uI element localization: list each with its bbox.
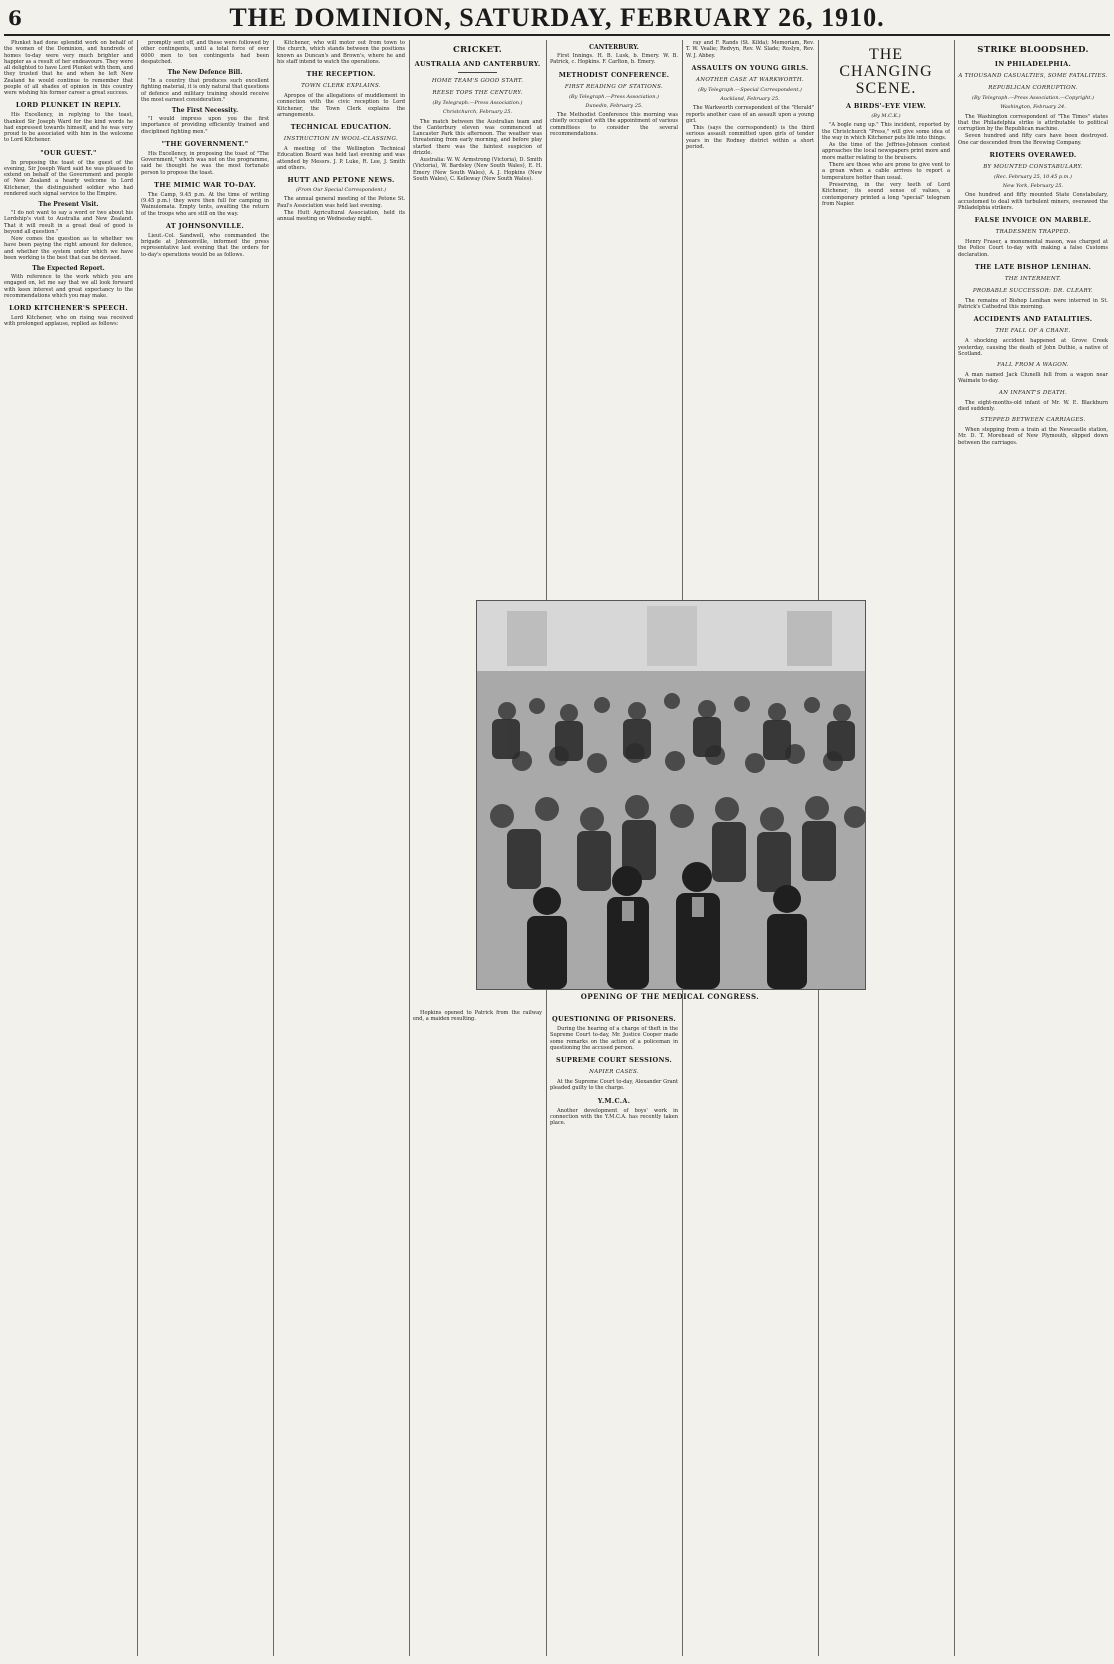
article-paragraph: "In a country that produces such excellent fighting material, it is only natural that questions of defence and military training should receive the most earnest consideration." xyxy=(141,78,269,103)
article-subheadline: HOME TEAM'S GOOD START. xyxy=(431,78,524,84)
crowd-illustration xyxy=(477,601,865,989)
article-paragraph: The remains of Bishop Lenihan were interred in St. Patrick's Cathedral this morning. xyxy=(958,297,1108,311)
byline: (By Telegraph.—Press Association.) xyxy=(568,93,660,100)
byline: (By Telegraph.—Special Correspondent.) xyxy=(698,86,802,93)
article-paragraph: As the time of the Jeffries-Johnson contest approaches the local newspapers print more and more matter relating to the bruisers. xyxy=(822,142,950,161)
article-subheadline: TOWN CLERK EXPLAINS. xyxy=(301,83,381,89)
article-headline: LORD PLUNKET IN REPLY. xyxy=(15,101,122,110)
article-paragraph: promptly sent off, and these were followed by other contingents, until a total force of over 6000 men to ten contingents had been despatched. xyxy=(141,40,269,65)
article-headline: ACCIDENTS AND FATALITIES. xyxy=(973,315,1093,324)
article-paragraph: There are those who are prone to give vent to a groan when a cable arrives to report a temperature hotter than usual. xyxy=(822,162,950,181)
article-headline: STRIKE BLOODSHED. xyxy=(977,45,1089,55)
column-rule xyxy=(273,40,274,1656)
article-subheadline: TRADESMEN TRAPPED. xyxy=(995,229,1071,236)
article-paragraph: Lieut.-Col. Sandwell, who commanded the brigade at Johnsonville, informed the press representative last evening that the orders for to-day's operations would be as follows. xyxy=(141,232,269,258)
dateline: Washington, February 24. xyxy=(1000,104,1066,111)
article-subheadline: FALL FROM A WAGON. xyxy=(997,362,1069,369)
dateline: New York, February 25. xyxy=(1002,183,1064,190)
column-8 xyxy=(958,40,1108,1658)
article-paragraph: His Excellency, in proposing the toast of "The Government," which was not on the programme, said he thought he was the most fortunate person to propose the toast. xyxy=(141,150,269,176)
article-paragraph: Another development of boys' work in connection with the Y.M.C.A. has recently taken place. xyxy=(550,1107,678,1126)
section-subhead: The Expected Report. xyxy=(32,265,105,273)
article-paragraph: The match between the Australian team and the Canterbury eleven was commenced at Lancaster Park this afternoon. The weather was threatening from early morning, and before play started there was the faintest suspicion of drizzle. xyxy=(413,118,542,156)
article-paragraph: In proposing the toast of the guest of the evening, Sir Joseph Ward said he was pleased to extend on behalf of the Government and people of New Zealand a hearty welcome to Lord Kitchener, the distinguished soldier who had rendered such signal service to the Empire. xyxy=(4,159,133,197)
column-4 xyxy=(413,40,542,596)
article-headline: TECHNICAL EDUCATION. xyxy=(290,123,392,131)
section-subhead: The First Necessity. xyxy=(171,107,239,114)
byline: (By M.C.K.) xyxy=(871,113,901,119)
article-paragraph: At the Supreme Court to-day, Alexander Grant pleaded guilty to the charge. xyxy=(550,1079,678,1092)
article-headline: RIOTERS OVERAWED. xyxy=(989,150,1077,159)
article-subheadline: STEPPED BETWEEN CARRIAGES. xyxy=(980,417,1086,424)
article-paragraph: The Methodist Conference this morning was chiefly occupied with the appointment of various committees to consider the several recommendations. xyxy=(550,112,678,137)
article-paragraph: His Excellency, in replying to the toast, thanked Sir Joseph Ward for the kind words he had expressed towards himself, and he was very proud to be associated with him in the welcome to Lord Kitchener. xyxy=(4,112,133,144)
article-headline: "THE GOVERNMENT." xyxy=(161,139,249,148)
article-paragraph: A man named Jack Clunelli fell from a wagon near Waimate to-day. xyxy=(958,372,1108,385)
feature-subtitle: A BIRDS'-EYE VIEW. xyxy=(845,102,927,110)
article-headline: THE RECEPTION. xyxy=(306,70,376,78)
article-paragraph: This (says the correspondent) is the third serious assault committed upon girls of tender years in the Rodney district within a short period. xyxy=(686,125,814,150)
article-subheadline: PROBABLE SUCCESSOR: DR. CLEARY. xyxy=(972,287,1094,294)
article-paragraph: Apropos of the allegations of muddlement in connection with the civic reception to Lord Kitchener, the Town Clerk explains the arrangements. xyxy=(277,93,405,118)
byline: (From Our Special Correspondent.) xyxy=(295,187,387,193)
article-subheadline: FIRST READING OF STATIONS. xyxy=(564,83,664,90)
article-headline: THE LATE BISHOP LENIHAN. xyxy=(974,262,1092,271)
article-paragraph: "A bogle rang up." This incident, reported by the Christchurch "Press," will give some idea of the way in which Kitchener puts life into things. xyxy=(822,122,950,141)
article-paragraph: "I would impress upon you the first importance of providing efficiently trained and disciplined fighting men." xyxy=(141,116,269,135)
column-1 xyxy=(4,40,133,1658)
byline: (Rec. February 25, 10.45 p.m.) xyxy=(994,173,1072,180)
byline: (By Telegraph.—Press Association.) xyxy=(432,100,523,106)
article-paragraph: Seven hundred and fifty cars have been destroyed. One car descended from the Brewing Company. xyxy=(958,133,1108,146)
newspaper-title: THE DOMINION, SATURDAY, FEBRUARY 26, 1910. xyxy=(229,3,885,32)
section-subhead: CANTERBURY. xyxy=(589,44,639,51)
article-paragraph: First Innings. H. B. Lusk, b. Emery. W. B. Patrick, c. Hopkins. F. Carlton, b. Emery. xyxy=(550,53,678,66)
article-paragraph: ray and F. Rands (St. Kilda); Memoriam, Rev. T. W. Vealie; Redvyn, Rev. W. Slade; Roslyn, Rev. W. J. Abbey. xyxy=(686,40,814,59)
column-6 xyxy=(686,40,814,596)
article-subheadline: ANOTHER CASE AT WARKWORTH. xyxy=(695,76,805,83)
article-headline: ASSAULTS ON YOUNG GIRLS. xyxy=(691,63,809,72)
feature-title: THE CHANGING SCENE. xyxy=(839,46,933,97)
article-headline: IN PHILADELPHIA. xyxy=(994,60,1072,68)
article-paragraph: Kitchener, who will motor out from town to the church, which stands between the positions known as Duncan's and Brown's, where he and his staff intend to watch the operations. xyxy=(277,40,405,65)
article-paragraph: With reference to the work which you are engaged on, let me say that we all look forward with keen interest and great expectancy to the recommendations which you may make. xyxy=(4,274,133,299)
column-rule xyxy=(137,40,138,1656)
article-paragraph: Preserving, in the very teeth of Lord Kitchener, its sound sense of values, a contemporary printed a long "special" telegram from Napier. xyxy=(822,182,950,207)
section-subhead: The Present Visit. xyxy=(38,201,99,208)
section-subhead: The New Defence Bill. xyxy=(167,69,243,76)
article-headline: AUSTRALIA AND CANTERBURY. xyxy=(414,60,541,68)
article-headline: CRICKET. xyxy=(452,45,503,55)
column-rule xyxy=(954,40,955,1656)
divider xyxy=(458,72,497,73)
article-subheadline: THE FALL OF A CRANE. xyxy=(995,328,1071,335)
masthead xyxy=(4,2,1110,36)
article-paragraph: The eight-months-old infant of Mr. W. E. Blackburn died suddenly. xyxy=(958,399,1108,412)
article-paragraph: "I do not want to say a word or two about his Lordship's visit to Australia and New Zealand. That it will result in a great deal of good is beyond all question." xyxy=(4,210,133,235)
column-5 xyxy=(550,40,678,596)
dateline: Auckland, February 25. xyxy=(720,96,780,102)
article-headline: AT JOHNSONVILLE. xyxy=(165,221,245,230)
article-subheadline: REPUBLICAN CORRUPTION. xyxy=(988,85,1078,91)
article-paragraph: During the hearing of a charge of theft in the Supreme Court to-day, Mr. Justice Cooper made some remarks on the action of a policeman in questioning the accused person. xyxy=(550,1026,678,1051)
article-paragraph: Now comes the question as to whether we have been paying the right amount for defence, and whether the system under which we have been working is the best that can be devised. xyxy=(4,236,133,261)
article-paragraph: The Warkworth correspondent of the "Herald" reports another case of an assault upon a young girl. xyxy=(686,105,814,124)
column-5-lower xyxy=(550,1010,678,1656)
article-headline: LORD KITCHENER'S SPEECH. xyxy=(9,304,128,313)
article-headline: QUESTIONING OF PRISONERS. xyxy=(551,1015,676,1023)
dateline: Dunedin, February 25. xyxy=(585,102,643,109)
dateline: Christchurch, February 25. xyxy=(442,109,513,116)
article-subheadline: THE INTERMENT. xyxy=(1004,275,1062,282)
article-paragraph: One hundred and fifty mounted State Constabulary, accustomed to deal with turbulent miners, overawed the Philadelphia strikers. xyxy=(958,192,1108,211)
article-subheadline: AN INFANT'S DEATH. xyxy=(998,389,1068,396)
article-paragraph: Lord Kitchener, who on rising was received with prolonged applause, replied as follows: xyxy=(4,315,133,328)
article-headline: FALSE INVOICE ON MARBLE. xyxy=(974,216,1092,225)
article-paragraph: Henry Fraser, a monumental mason, was charged at the Police Court to-day with making a false Customs declaration. xyxy=(958,239,1108,258)
article-subheadline: NAPIER CASES. xyxy=(589,1069,639,1075)
article-paragraph: Hopkins opened to Patrick from the railway end, a maiden resulting. xyxy=(413,1010,542,1023)
congress-photograph xyxy=(476,600,866,990)
article-subheadline: A THOUSAND CASUALTIES, SOME FATALITIES. xyxy=(958,73,1108,79)
article-subheadline: BY MOUNTED CONSTABULARY. xyxy=(983,163,1083,170)
photo-caption: OPENING OF THE MEDICAL CONGRESS. xyxy=(580,992,760,1001)
article-paragraph: The Camp, 9.45 p.m. At the time of writing (9.45 p.m.) they were then full for camping in Wainuiomata. Empty tents, awaiting the return of the troops who are still on the way. xyxy=(141,191,269,217)
column-rule xyxy=(409,40,410,1656)
article-headline: THE MIMIC WAR TO-DAY. xyxy=(154,180,256,189)
column-3 xyxy=(277,40,405,1658)
article-headline: SUPREME COURT SESSIONS. xyxy=(555,1056,673,1064)
article-headline: METHODIST CONFERENCE. xyxy=(558,70,670,79)
article-headline: HUTT AND PETONE NEWS. xyxy=(287,176,395,184)
article-paragraph: A shocking accident happened at Grove Creek yesterday, causing the death of John Duthie, a native of Scotland. xyxy=(958,338,1108,357)
column-4-lower xyxy=(413,1010,542,1656)
article-headline: "OUR GUEST." xyxy=(40,148,97,157)
article-subheadline: INSTRUCTION IN WOOL-CLASSING. xyxy=(283,136,399,142)
article-headline: Y.M.C.A. xyxy=(597,1096,631,1105)
article-paragraph: Plunket had done splendid work on behalf of the women of the Dominion, and hundreds of homes to-day were very much brighter and happier as a result of her endeavours. They were all delighted to have Lord Plunket with them, and they trusted that he and when he left New Zealand he would continue to remember that people of all shades of opinion in this country were wishing his former career a great success. xyxy=(4,40,133,96)
article-paragraph: The Hutt Agricultural Association, held its annual meeting on Wednesday night. xyxy=(277,209,405,223)
article-paragraph: A meeting of the Wellington Technical Education Board was held last evening and was attended by Messrs. J. P. Luke, R. Lee, J. Smith and others. xyxy=(277,146,405,171)
article-paragraph: When stepping from a train at the Newcastle station, Mr. D. T. Morehead of New Plymouth, slipped down between the carriages. xyxy=(958,427,1108,446)
page-number: 6 xyxy=(8,6,22,30)
byline: (By Telegraph.—Press Association.—Copyright.) xyxy=(972,95,1094,101)
column-2 xyxy=(141,40,269,1658)
article-subheadline: REESE TOPS THE CENTURY. xyxy=(432,90,523,96)
article-paragraph: Australia: W. W. Armstrong (Victoria), D. Smith (Victoria), W. Bardsley (New South Wales), E. H. Emery (New South Wales), A. J. Hopkins (New South Wales), C. Kelleway (New South Wales). xyxy=(413,157,542,182)
article-paragraph: The annual general meeting of the Petone St. Paul's Association was held last evening. xyxy=(277,196,405,209)
column-6-lower xyxy=(686,1010,814,1656)
article-paragraph: The Washington correspondent of "The Times" states that the Philadelphia strike is attributable to political corruption by the Republican machine. xyxy=(958,113,1108,132)
